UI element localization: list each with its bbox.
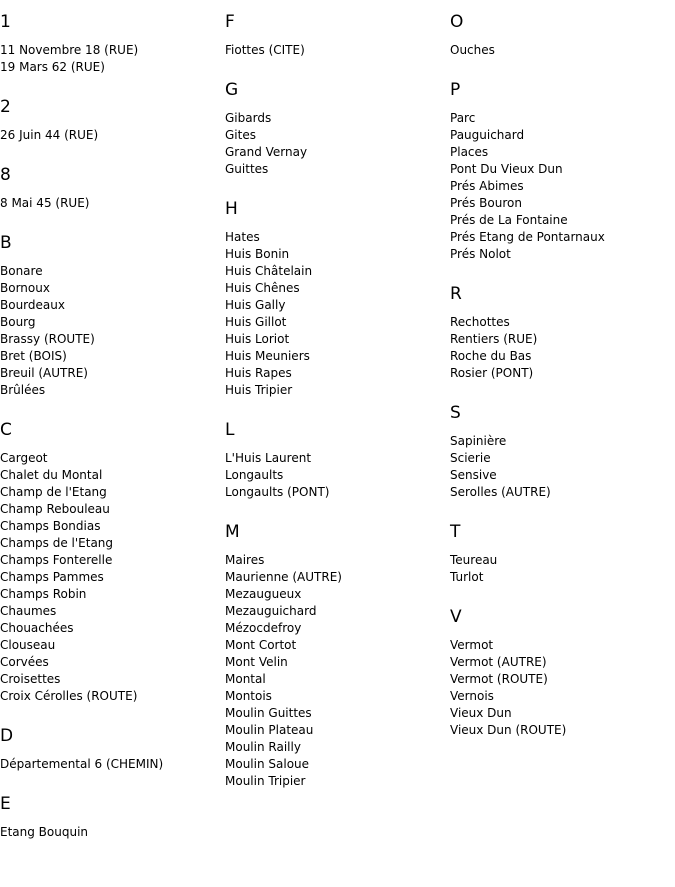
street-entry-link[interactable]: Gibards (225, 111, 272, 125)
section-letter-heading: S (450, 403, 461, 423)
street-entry-link[interactable]: Bret (BOIS) (0, 349, 67, 363)
street-entry-link[interactable]: Pauguichard (450, 128, 525, 142)
street-entry-link[interactable]: Vermot (ROUTE) (450, 672, 548, 686)
letter-section (0, 419, 225, 705)
letter-section (450, 606, 675, 739)
letter-section (450, 402, 675, 501)
street-entry-link[interactable]: Vernois (450, 689, 494, 703)
street-entry-link[interactable]: Moulin Guittes (225, 706, 312, 720)
street-entry-link[interactable]: Teureau (450, 553, 498, 567)
letter-section (0, 232, 225, 399)
letter-section (225, 419, 450, 501)
section-letter-heading: 2 (0, 97, 11, 117)
letter-section (225, 198, 450, 399)
street-entry-link[interactable]: Scierie (450, 451, 491, 465)
section-letter-heading: C (0, 420, 12, 440)
street-entry-link[interactable]: Huis Rapes (225, 366, 292, 380)
entry-list (0, 263, 225, 399)
street-entry-link[interactable]: Brassy (ROUTE) (0, 332, 95, 346)
street-entry-link[interactable]: Mezaugueux (225, 587, 302, 601)
street-entry-link[interactable]: Longaults (225, 468, 284, 482)
street-entry-link[interactable]: Champ Rebouleau (0, 502, 110, 516)
street-entry-link[interactable]: Maurienne (AUTRE) (225, 570, 342, 584)
street-entry-link[interactable]: Mont Cortot (225, 638, 297, 652)
letter-section (225, 521, 450, 790)
street-entry-link[interactable]: 11 Novembre 18 (RUE) (0, 43, 139, 57)
entry-list (0, 42, 225, 76)
street-entry-link[interactable]: Huis Chênes (225, 281, 300, 295)
street-entry-link[interactable]: Champs Pammes (0, 570, 104, 584)
street-entry-link[interactable]: Champs de l'Etang (0, 536, 114, 550)
street-entry-link[interactable]: Fiottes (CITE) (225, 43, 305, 57)
street-entry-link[interactable]: Huis Gally (225, 298, 286, 312)
entry-list (225, 110, 450, 178)
street-entry-link[interactable]: Rechottes (450, 315, 510, 329)
street-entry-link[interactable]: Bornoux (0, 281, 50, 295)
street-entry-link[interactable]: Champs Fonterelle (0, 553, 113, 567)
street-entry-link[interactable]: Cargeot (0, 451, 48, 465)
letter-section (450, 521, 675, 586)
letter-section (450, 79, 675, 263)
street-entry-link[interactable]: Champs Bondias (0, 519, 101, 533)
street-entry-link[interactable]: Moulin Railly (225, 740, 301, 754)
entry-list (450, 314, 675, 382)
street-entry-link[interactable]: Pont Du Vieux Dun (450, 162, 563, 176)
entry-list (225, 450, 450, 501)
section-letter-heading: F (225, 12, 235, 32)
street-entry-link[interactable]: Huis Châtelain (225, 264, 313, 278)
entry-list (450, 552, 675, 586)
index-column-3 (450, 0, 675, 759)
section-letter-heading: O (450, 12, 464, 32)
street-entry-link[interactable]: 8 Mai 45 (RUE) (0, 196, 90, 210)
section-letter-heading: D (0, 726, 14, 746)
letter-section (225, 11, 450, 59)
street-entry-link[interactable]: 19 Mars 62 (RUE) (0, 60, 105, 74)
street-entry-link[interactable]: Corvées (0, 655, 49, 669)
street-entry-link[interactable]: Vermot (AUTRE) (450, 655, 547, 669)
street-entry-link[interactable]: Mézocdefroy (225, 621, 302, 635)
street-entry-link[interactable]: Huis Tripier (225, 383, 293, 397)
section-letter-heading: P (450, 80, 461, 100)
entry-list (225, 42, 450, 59)
street-entry-link[interactable]: Mont Velin (225, 655, 288, 669)
street-entry-link[interactable]: Prés Etang de Pontarnaux (450, 230, 605, 244)
street-entry-link[interactable]: Croisettes (0, 672, 61, 686)
street-entry-link[interactable]: Bourdeaux (0, 298, 65, 312)
street-entry-link[interactable]: Gites (225, 128, 256, 142)
street-entry-link[interactable]: Vieux Dun (450, 706, 512, 720)
entry-list (0, 450, 225, 705)
street-entry-link[interactable]: Chouachées (0, 621, 74, 635)
street-entry-link[interactable]: Ouches (450, 43, 495, 57)
street-entry-link[interactable]: Huis Meuniers (225, 349, 310, 363)
section-letter-heading: G (225, 80, 239, 100)
entry-list (0, 756, 225, 773)
street-entry-link[interactable]: Champ de l'Etang (0, 485, 107, 499)
street-entry-link[interactable]: Parc (450, 111, 476, 125)
street-entry-link[interactable]: Hates (225, 230, 260, 244)
street-entry-link[interactable]: Longaults (PONT) (225, 485, 330, 499)
section-letter-heading: R (450, 284, 462, 304)
section-letter-heading: L (225, 420, 235, 440)
street-entry-link[interactable]: Départemental 6 (CHEMIN) (0, 757, 164, 771)
letter-section (450, 283, 675, 382)
street-entry-link[interactable]: Prés de La Fontaine (450, 213, 568, 227)
index-column-2 (225, 0, 450, 810)
street-entry-link[interactable]: L'Huis Laurent (225, 451, 312, 465)
street-entry-link[interactable]: Guittes (225, 162, 269, 176)
section-letter-heading: M (225, 522, 240, 542)
street-entry-link[interactable]: Chaumes (0, 604, 57, 618)
street-entry-link[interactable]: Vermot (450, 638, 494, 652)
street-entry-link[interactable]: Montois (225, 689, 272, 703)
entry-list (450, 637, 675, 739)
street-entry-link[interactable]: Bourg (0, 315, 36, 329)
section-letter-heading: 8 (0, 165, 11, 185)
street-entry-link[interactable]: Places (450, 145, 489, 159)
street-entry-link[interactable]: Brûlées (0, 383, 46, 397)
street-entry-link[interactable]: Champs Robin (0, 587, 87, 601)
street-entry-link[interactable]: Huis Loriot (225, 332, 290, 346)
section-letter-heading: T (450, 522, 461, 542)
letter-section (225, 79, 450, 178)
street-entry-link[interactable]: Grand Vernay (225, 145, 308, 159)
street-entry-link[interactable]: Clouseau (0, 638, 56, 652)
letter-section (0, 793, 225, 841)
street-entry-link[interactable]: Sensive (450, 468, 497, 482)
street-entry-link[interactable]: Chalet du Montal (0, 468, 103, 482)
entry-list (0, 127, 225, 144)
street-entry-link[interactable]: Roche du Bas (450, 349, 532, 363)
street-entry-link[interactable]: Prés Bouron (450, 196, 522, 210)
section-letter-heading: E (0, 794, 11, 814)
street-entry-link[interactable]: Etang Bouquin (0, 825, 89, 839)
section-letter-heading: B (0, 233, 12, 253)
street-entry-link[interactable]: Moulin Tripier (225, 774, 306, 788)
entry-list (0, 824, 225, 841)
street-entry-link[interactable]: Huis Bonin (225, 247, 290, 261)
letter-section (0, 725, 225, 773)
street-entry-link[interactable]: Vieux Dun (ROUTE) (450, 723, 567, 737)
letter-section (0, 164, 225, 212)
street-entry-link[interactable]: Mezauguichard (225, 604, 317, 618)
street-entry-link[interactable]: Montal (225, 672, 266, 686)
entry-list (450, 433, 675, 501)
letter-section (0, 11, 225, 76)
street-entry-link[interactable]: Turlot (450, 570, 484, 584)
index-column-1 (0, 0, 225, 861)
street-entry-link[interactable]: 26 Juin 44 (RUE) (0, 128, 99, 142)
street-entry-link[interactable]: Prés Nolot (450, 247, 511, 261)
street-entry-link[interactable]: Serolles (AUTRE) (450, 485, 551, 499)
street-entry-link[interactable]: Croix Cérolles (ROUTE) (0, 689, 138, 703)
section-letter-heading: 1 (0, 12, 11, 32)
letter-section (450, 11, 675, 59)
street-entry-link[interactable]: Huis Gillot (225, 315, 287, 329)
entry-list (450, 110, 675, 263)
letter-section (0, 96, 225, 144)
street-entry-link[interactable]: Moulin Plateau (225, 723, 314, 737)
entry-list (450, 42, 675, 59)
entry-list (225, 552, 450, 790)
street-entry-link[interactable]: Sapinière (450, 434, 507, 448)
street-entry-link[interactable]: Moulin Saloue (225, 757, 310, 771)
entry-list (0, 195, 225, 212)
street-entry-link[interactable]: Bonare (0, 264, 43, 278)
street-entry-link[interactable]: Rosier (PONT) (450, 366, 534, 380)
street-entry-link[interactable]: Prés Abimes (450, 179, 524, 193)
entry-list (225, 229, 450, 399)
street-entry-link[interactable]: Breuil (AUTRE) (0, 366, 88, 380)
street-entry-link[interactable]: Maires (225, 553, 265, 567)
section-letter-heading: H (225, 199, 238, 219)
section-letter-heading: V (450, 607, 462, 627)
street-entry-link[interactable]: Rentiers (RUE) (450, 332, 538, 346)
